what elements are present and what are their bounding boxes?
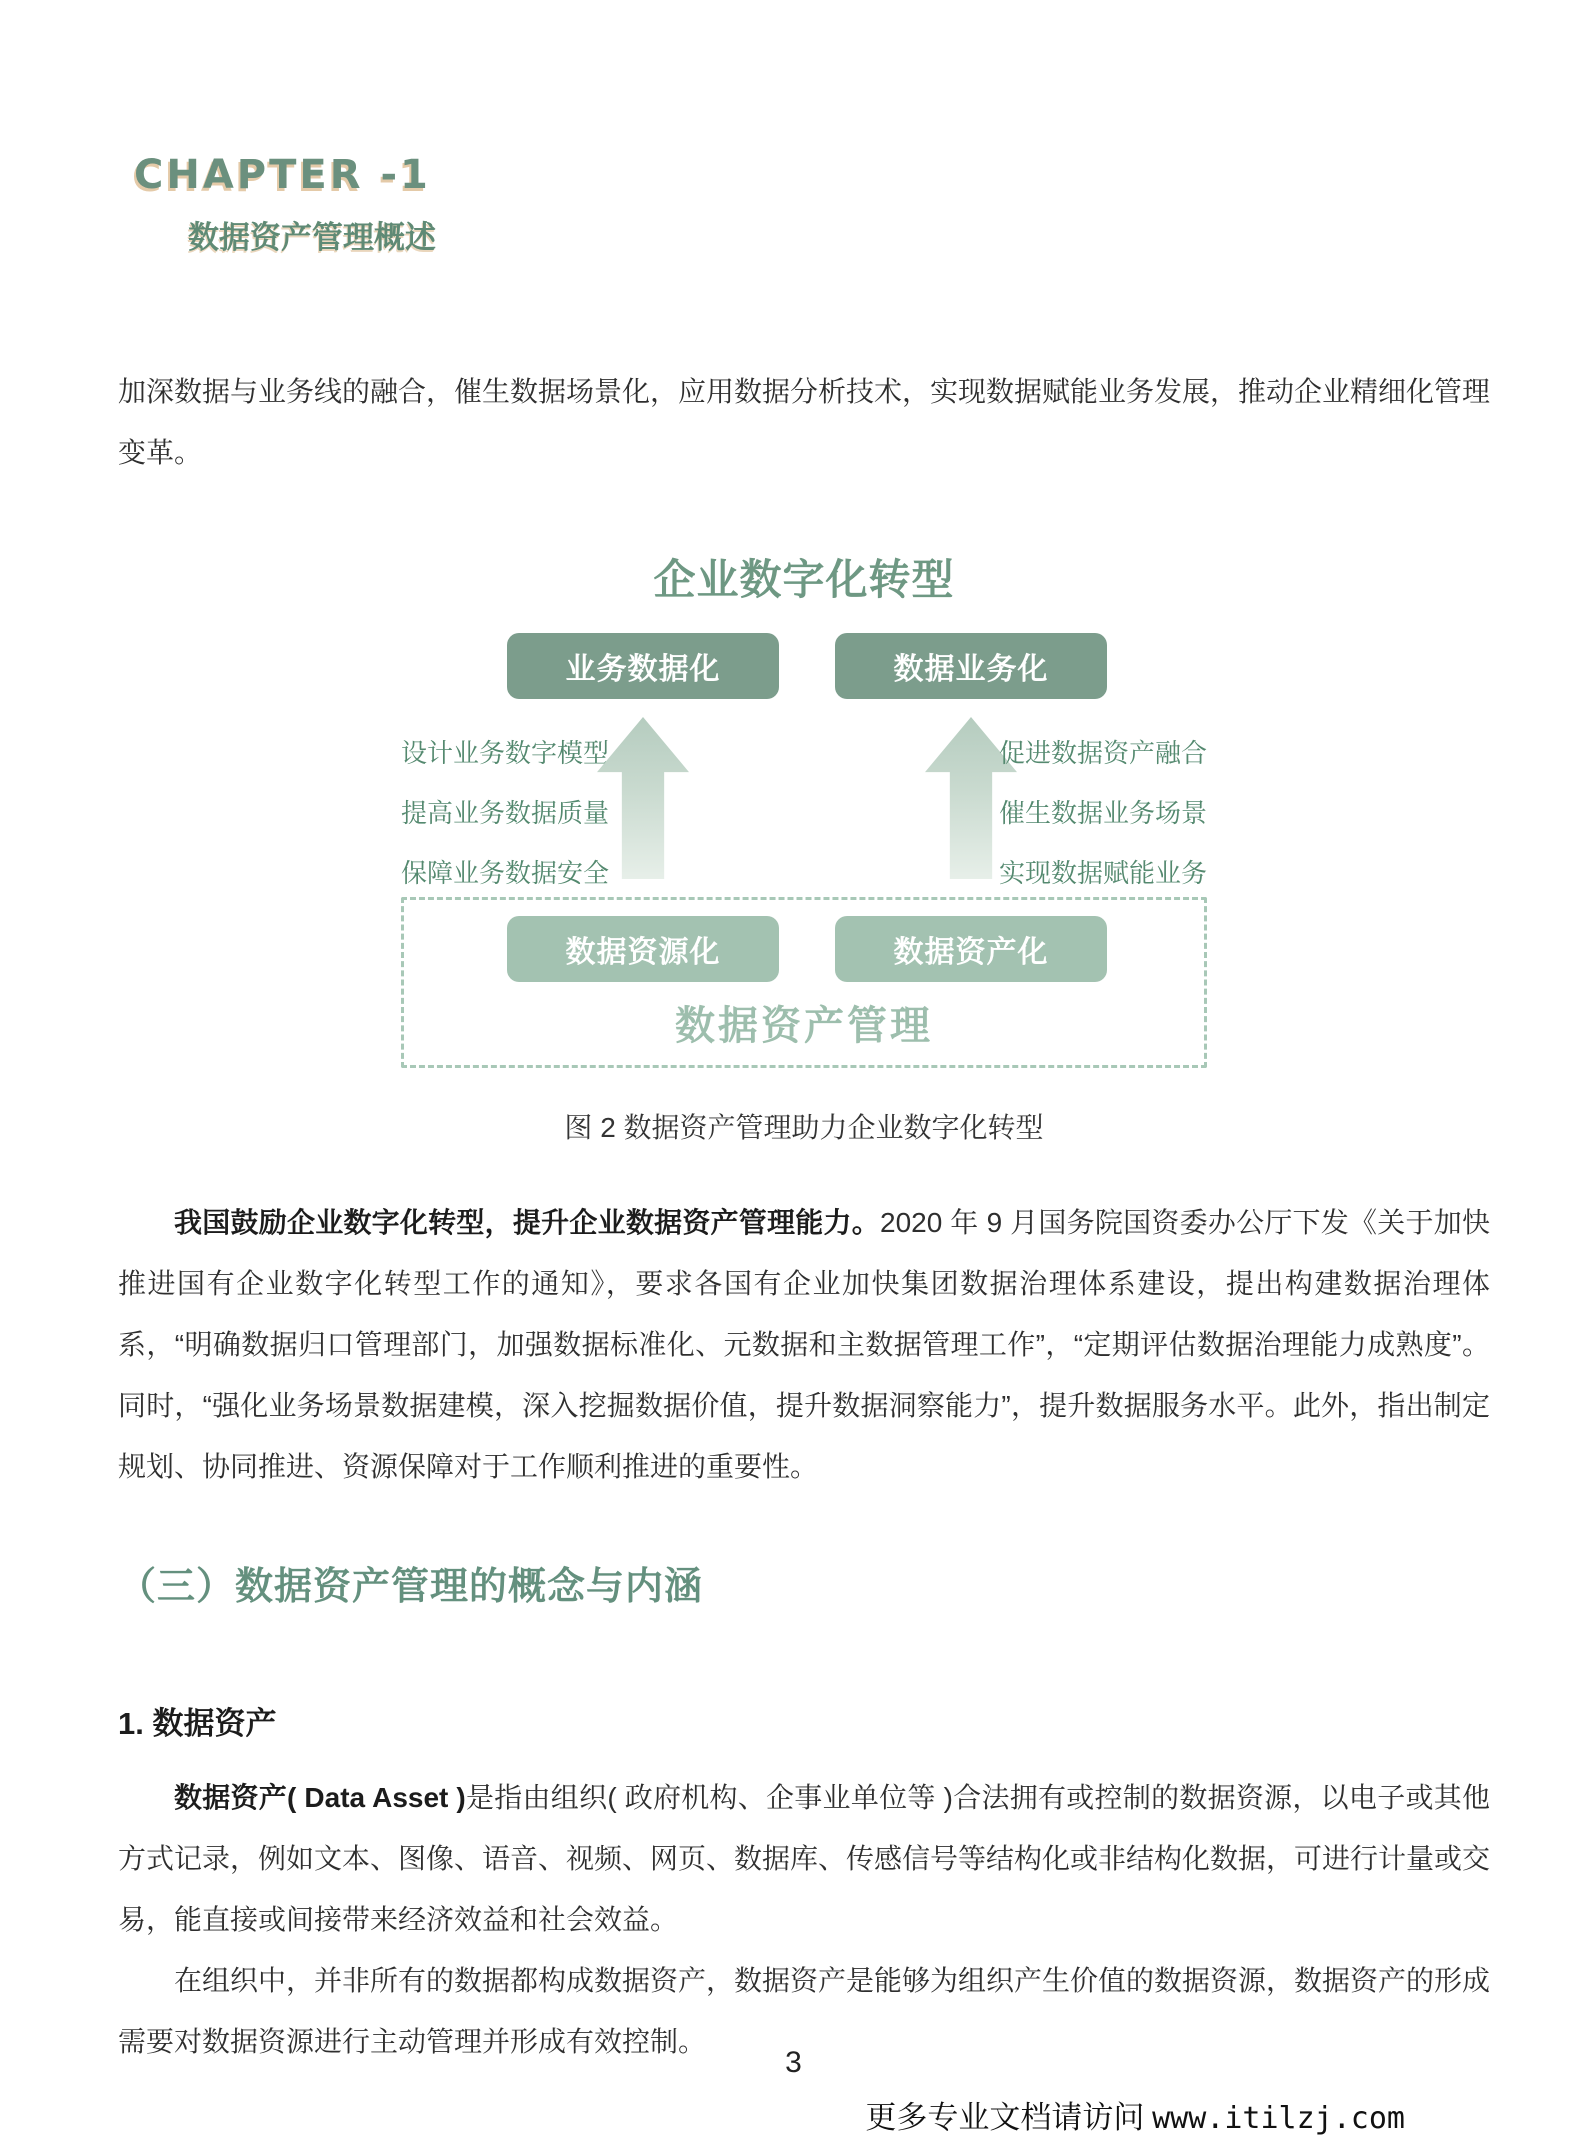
- box-data-resourcification: 数据资源化: [507, 916, 779, 982]
- chapter-header: [134, 0, 1490, 257]
- watermark-url: www.itilzj.com: [1152, 2101, 1405, 2136]
- up-arrow-icon: [597, 717, 689, 879]
- right-label-2: 催生数据业务场景: [998, 798, 1207, 828]
- paragraph-definition-lead: 数据资产( Data Asset ): [174, 1782, 466, 1813]
- left-label-2: 提高业务数据质量: [401, 798, 610, 828]
- paragraph-policy: [118, 1192, 1490, 1497]
- sub-heading-data-asset: 1. 数据资产: [118, 1706, 277, 1741]
- right-labels: [999, 723, 1207, 903]
- section-heading: （三）数据资产管理的概念与内涵: [118, 1566, 704, 1608]
- figure-middle-zone: [401, 699, 1207, 897]
- paragraph-data-asset-scope: 在组织中，并非所有的数据都构成数据资产，数据资产是能够为组织产生价值的数据资源，数据资产的形成需要对数据资源进行主动管理并形成有效控制。: [118, 1965, 1491, 2057]
- figure-caption: 图 2 数据资产管理助力企业数字化转型: [564, 1112, 1044, 1143]
- box-business-datafication: 业务数据化: [507, 633, 779, 699]
- figure-title: 企业数字化转型: [653, 556, 955, 603]
- left-label-3: 保障业务数据安全: [401, 858, 610, 888]
- paragraph-definition-body: 是指由组织( 政府机构、企事业单位等 )合法拥有或控制的数据资源，以电子或其他方式记录，例如文本、图像、语音、视频、网页、数据库、传感信号等结构化或非结构化数据，可进行计量或交易，能直接或间接带来经济效益和社会效益。: [118, 1782, 1491, 1935]
- chapter-title: CHAPTER -1: [134, 152, 431, 198]
- left-labels: [401, 723, 609, 903]
- left-label-1: 设计业务数字模型: [401, 738, 610, 768]
- paragraph-intro: 加深数据与业务线的融合，催生数据场景化，应用数据分析技术，实现数据赋能业务发展，推动企业精细化管理变革。: [118, 376, 1491, 468]
- watermark: [865, 2092, 1405, 2137]
- page-number: 3: [785, 2046, 802, 2079]
- paragraph-policy-lead: 我国鼓励企业数字化转型，提升企业数据资产管理能力。: [174, 1207, 880, 1238]
- box-data-assetification: 数据资产化: [835, 916, 1107, 982]
- paragraph-policy-body: 2020 年 9 月国务院国资委办公厅下发《关于加快推进国有企业数字化转型工作的通知》，要求各国有企业加快集团数据治理体系建设，提出构建数据治理体系，“明确数据归口管理部门，加强数据标准化、元数据和主数据管理工作”，“定期评估数据治理能力成熟度”。同时，“强化业务场景数据建模，深入挖掘数据价值，提升数据洞察能力”，提升数据服务水平。此外，指出制定规划、协同推进、资源保障对于工作顺利推进的重要性。: [118, 1207, 1490, 1482]
- watermark-text: 更多专业文档请访问: [865, 2100, 1153, 2135]
- box-data-businessification: 数据业务化: [835, 633, 1107, 699]
- right-label-1: 促进数据资产融合: [998, 738, 1207, 768]
- figure-digital-transformation: [401, 547, 1207, 1146]
- data-asset-management-container: [401, 897, 1207, 1068]
- bottom-boxes-row: [404, 916, 1204, 982]
- right-label-3: 实现数据赋能业务: [998, 858, 1207, 888]
- container-label: 数据资产管理: [675, 1004, 933, 1048]
- top-boxes-row: [401, 633, 1207, 699]
- chapter-subtitle: 数据资产管理概述: [188, 220, 436, 255]
- paragraph-data-asset-definition: [118, 1767, 1490, 1950]
